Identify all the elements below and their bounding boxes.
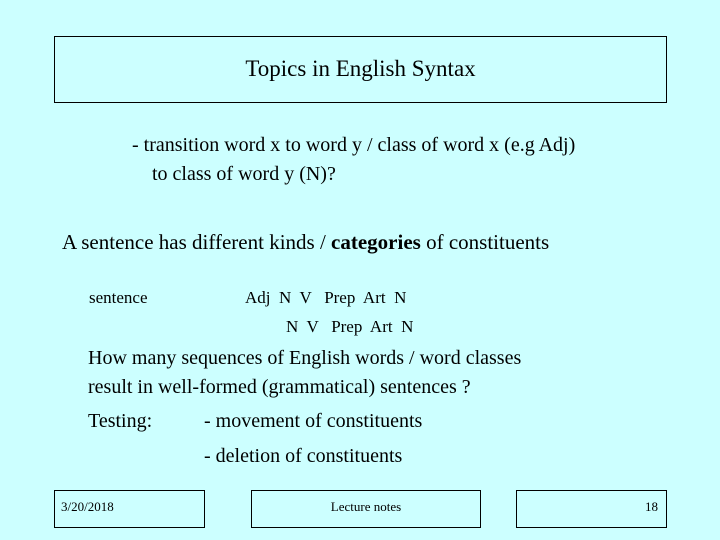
footer-page-box <box>516 490 667 528</box>
transition-line-2: to class of word y (N)? <box>152 163 336 185</box>
page-number: 18 <box>645 499 658 514</box>
example-label: sentence <box>89 288 148 307</box>
title-box <box>54 36 667 103</box>
footer-date: 3/20/2018 <box>61 499 114 514</box>
slide-title: Topics in English Syntax <box>245 56 476 81</box>
footer-date-box <box>54 490 205 528</box>
test-movement: - movement of constituents <box>204 410 423 432</box>
categories-bold: categories <box>331 230 421 254</box>
footer-notes: Lecture notes <box>330 499 402 514</box>
sentence-text-post: of constituents <box>420 230 550 254</box>
footer-notes-box <box>251 490 481 528</box>
question-line-2: result in well-formed (grammatical) sentences ? <box>88 376 471 398</box>
sequence-2: N V Prep Art N <box>286 317 414 336</box>
transition-line-1: - transition word x to word y / class of word x (e.g Adj) <box>132 134 576 156</box>
test-deletion: - deletion of constituents <box>204 445 403 467</box>
testing-label: Testing: <box>88 410 153 432</box>
sequence-1: Adj N V Prep Art N <box>245 288 407 307</box>
question-line-1: How many sequences of English words / word classes <box>88 347 522 369</box>
sentence-statement <box>62 230 549 255</box>
sentence-text-pre: A sentence has different kinds / <box>62 230 332 254</box>
